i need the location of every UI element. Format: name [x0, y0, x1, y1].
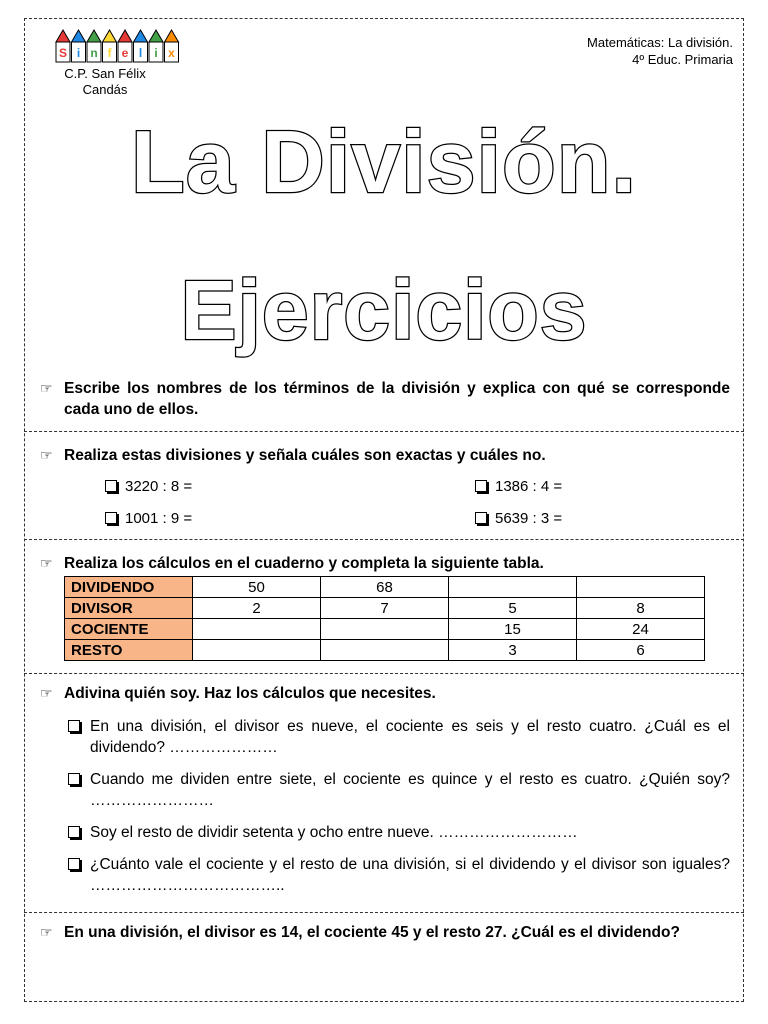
checkbox-icon: [105, 512, 117, 524]
table-row: [65, 598, 705, 619]
logo-letter: i: [76, 46, 81, 60]
division-op: 3220 : 8 =: [105, 478, 192, 495]
pointing-hand-icon: ☞: [40, 555, 53, 571]
divider: [24, 673, 744, 674]
worksheet-meta: [587, 34, 733, 68]
exercise-2-text: Realiza estas divisiones y señala cuáles son exactas y cuáles no.: [64, 447, 546, 464]
logo-letter: x: [168, 46, 175, 60]
table-row: [65, 577, 705, 598]
table-cell[interactable]: [449, 577, 577, 598]
riddle-item: ¿Cuánto vale el cociente y el resto de una división, si el dividendo y el divisor son iguales? ………………………………..: [66, 854, 730, 896]
checkbox-icon: [475, 480, 487, 492]
exercise-2: [40, 445, 730, 466]
table-cell[interactable]: 7: [321, 598, 449, 619]
exercise-1-question: [40, 378, 730, 420]
row-header: DIVISOR: [65, 598, 193, 619]
divider: [24, 431, 744, 432]
riddle-item: Cuando me dividen entre siete, el cociente es quince y el resto es cuatro. ¿Quién soy? ……………………: [66, 769, 730, 811]
divider: [24, 912, 744, 913]
pencil-tip: [87, 30, 101, 42]
division-op: 1386 : 4 =: [475, 478, 562, 495]
table-cell[interactable]: 24: [577, 619, 705, 640]
table-cell[interactable]: 50: [193, 577, 321, 598]
riddle-item: En una división, el divisor es nueve, el cociente es seis y el resto cuatro. ¿Cuál es el dividendo? …………………: [66, 716, 730, 758]
exercise-2-question: [40, 445, 730, 466]
table-cell[interactable]: 8: [577, 598, 705, 619]
school-line-2: Candás: [82, 82, 128, 97]
exercise-3-question: [40, 553, 730, 574]
school-logo: [52, 28, 184, 68]
pointing-hand-icon: ☞: [40, 447, 53, 463]
row-header: RESTO: [65, 640, 193, 661]
table-cell[interactable]: [321, 619, 449, 640]
exercise-1: [40, 378, 730, 420]
school-line-1: C.P. San Félix: [64, 66, 146, 81]
table-row: [65, 640, 705, 661]
pencil-tip: [165, 30, 179, 42]
exercise-4: [40, 683, 730, 704]
school-name: [58, 66, 152, 98]
pencil-tip: [134, 30, 148, 42]
table-cell[interactable]: 5: [449, 598, 577, 619]
exercise-5-text: En una división, el divisor es 14, el cociente 45 y el resto 27. ¿Cuál es el dividendo?: [64, 924, 680, 941]
divider: [24, 539, 744, 540]
checkbox-icon: [68, 773, 80, 785]
row-header: COCIENTE: [65, 619, 193, 640]
logo-letter: n: [90, 46, 98, 60]
riddle-list: [66, 716, 730, 907]
exercise-4-text: Adivina quién soy. Haz los cálculos que necesites.: [64, 685, 436, 702]
pencil-tip: [118, 30, 132, 42]
checkbox-icon: [105, 480, 117, 492]
exercise-5: [40, 922, 730, 943]
level-label: 4º Educ. Primaria: [632, 52, 733, 67]
exercise-4-question: [40, 683, 730, 704]
title-line-2: Ejercicios: [180, 263, 588, 357]
logo-letter: e: [121, 46, 129, 60]
subject-label: Matemáticas: La división.: [587, 35, 733, 50]
division-table: [64, 576, 705, 661]
table-cell[interactable]: [321, 640, 449, 661]
logo-letter: S: [58, 46, 68, 60]
checkbox-icon: [68, 826, 80, 838]
checkbox-icon: [68, 720, 80, 732]
table-cell[interactable]: 2: [193, 598, 321, 619]
exercise-5-question: [40, 922, 730, 943]
checkbox-icon: [68, 858, 80, 870]
pointing-hand-icon: ☞: [40, 685, 53, 701]
exercise-1-text: Escribe los nombres de los términos de la división y explica con qué se corresponde cada uno de ellos.: [64, 380, 730, 418]
division-op: 5639 : 3 =: [475, 510, 562, 527]
row-header: DIVIDENDO: [65, 577, 193, 598]
pointing-hand-icon: ☞: [40, 924, 53, 940]
table-cell[interactable]: [577, 577, 705, 598]
pencil-tip: [56, 30, 70, 42]
division-op: 1001 : 9 =: [105, 510, 192, 527]
title-line-1: La División.: [131, 112, 637, 211]
table-cell[interactable]: [193, 640, 321, 661]
table-cell[interactable]: 68: [321, 577, 449, 598]
pencil-tip: [149, 30, 163, 42]
riddle-item: Soy el resto de dividir setenta y ocho entre nueve. ………………………: [66, 822, 730, 843]
logo-letter: l: [138, 46, 143, 60]
table-cell[interactable]: 6: [577, 640, 705, 661]
logo-letter: i: [154, 46, 158, 60]
pointing-hand-icon: ☞: [40, 380, 53, 396]
exercise-3: [40, 553, 730, 574]
logo-letter: f: [107, 46, 112, 60]
table-cell[interactable]: [193, 619, 321, 640]
table-cell[interactable]: 3: [449, 640, 577, 661]
exercise-3-text: Realiza los cálculos en el cuaderno y completa la siguiente tabla.: [64, 555, 544, 572]
table-cell[interactable]: 15: [449, 619, 577, 640]
pencil-tip: [72, 30, 86, 42]
checkbox-icon: [475, 512, 487, 524]
table-row: [65, 619, 705, 640]
pencil-tip: [103, 30, 117, 42]
